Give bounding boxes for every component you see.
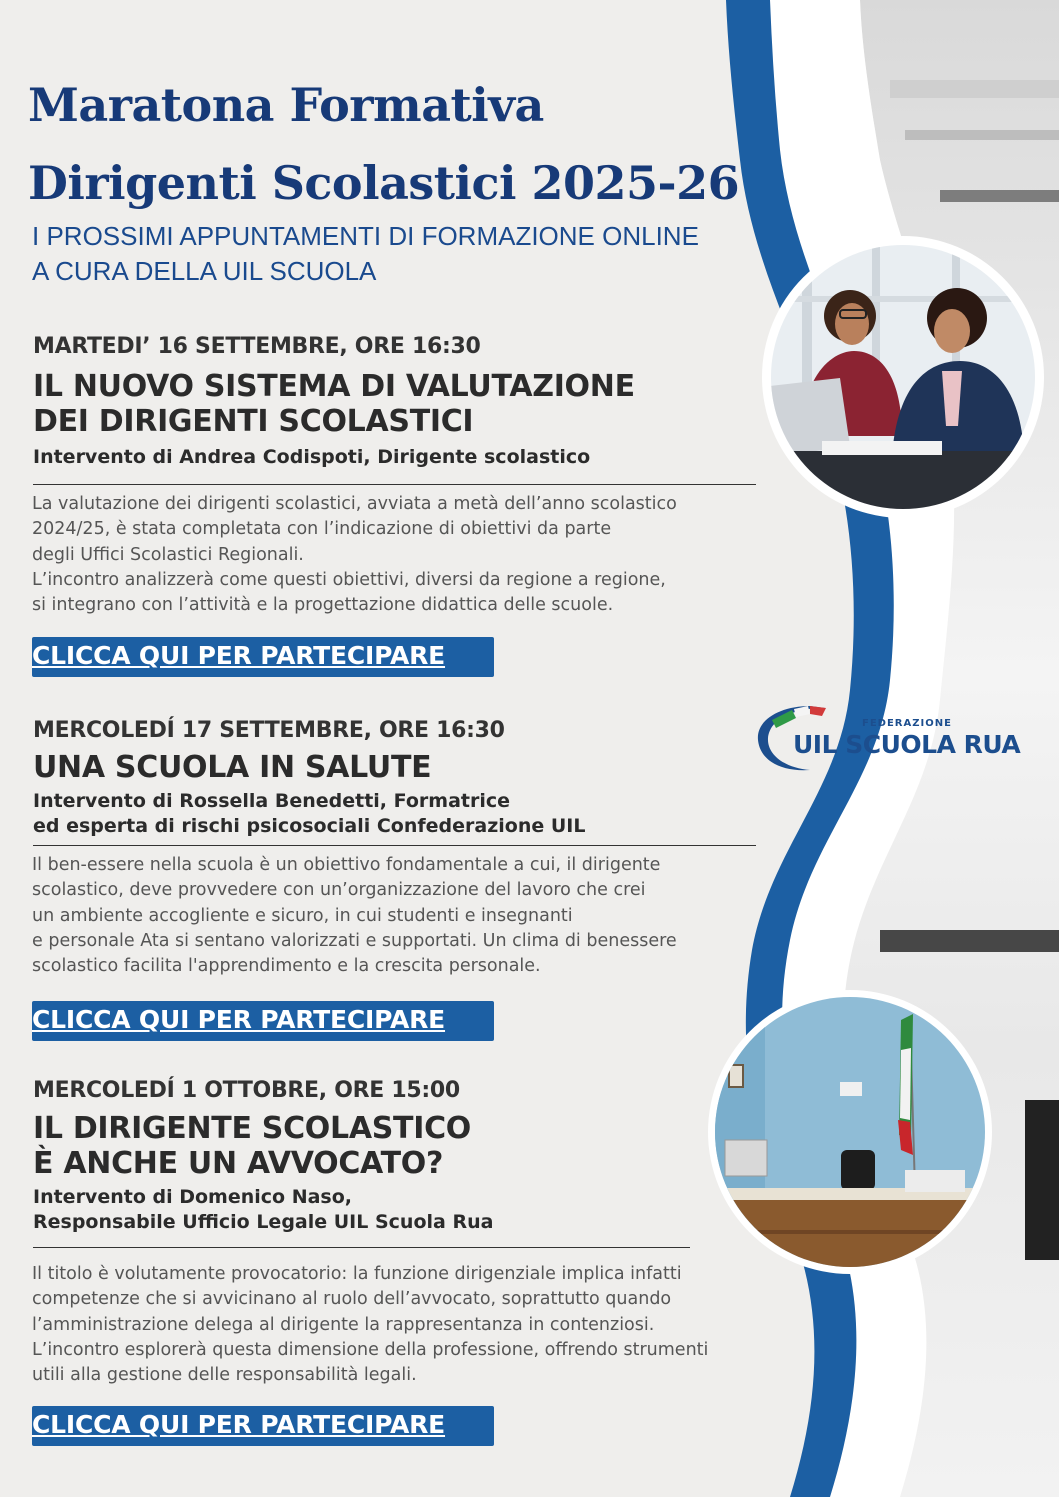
event-1-title — [33, 369, 635, 439]
event-3-join-button[interactable] — [32, 1406, 494, 1446]
event-3-desc-line: utili alla gestione delle responsabilità legali. — [32, 1365, 417, 1386]
event-2-desc-line: un ambiente accogliente e sicuro, in cui studenti e insegnanti — [32, 905, 573, 926]
event-2-join-label: CLICCA QUI PER PARTECIPARE — [32, 1005, 446, 1034]
event-3-date: MERCOLEDÍ 1 OTTOBRE, ORE 15:00 — [33, 1078, 460, 1103]
event-3-title-line-1: IL DIRIGENTE SCOLASTICO — [33, 1111, 471, 1146]
event-3-desc-line: L’incontro esplorerà questa dimensione della professione, offrendo strumenti — [32, 1339, 709, 1360]
event-2-desc-line: Il ben-essere nella scuola è un obiettivo fondamentale a cui, il dirigente — [32, 855, 661, 875]
event-1-title-line-2: DEI DIRIGENTI SCOLASTICI — [33, 404, 474, 439]
subtitle-line-1: I PROSSIMI APPUNTAMENTI DI FORMAZIONE ONLINE — [32, 221, 699, 251]
event-1-divider — [33, 484, 756, 485]
logo-name-text: UIL SCUOLA RUA — [793, 730, 1021, 759]
page-subtitle — [32, 219, 699, 289]
event-3-speaker — [33, 1185, 493, 1235]
event-3-divider — [33, 1247, 690, 1248]
event-1-join-button[interactable] — [32, 637, 494, 677]
photo-principal-office — [705, 990, 995, 1275]
event-2-speaker-line-1: Intervento di Rossella Benedetti, Formatrice — [33, 790, 511, 812]
event-1-desc-line: L’incontro analizzerà come questi obiettivi, diversi da regione a regione, — [32, 569, 666, 590]
event-1-description — [32, 492, 677, 618]
event-2-speaker-line-2: ed esperta di rischi psicosociali Confederazione UIL — [33, 815, 586, 837]
event-2-desc-line: scolastico facilita l'apprendimento e la crescita personale. — [32, 956, 541, 977]
title-line-2: Dirigenti Scolastici 2025-26 — [28, 156, 740, 210]
event-3-desc-line: competenze che si avvicinano al ruolo dell’avvocato, soprattutto quando — [32, 1289, 672, 1310]
event-2-title — [33, 750, 431, 785]
event-1-speaker: Intervento di Andrea Codispoti, Dirigente scolastico — [33, 446, 591, 468]
event-2-speaker — [33, 789, 585, 839]
event-1-desc-line: si integrano con l’attività e la progettazione didattica delle scuole. — [32, 595, 614, 616]
page-title — [28, 66, 739, 222]
event-2-title-line-1: UNA SCUOLA IN SALUTE — [33, 750, 432, 785]
title-line-1: Maratona Formativa — [28, 78, 544, 132]
event-3-desc-line: l’amministrazione delega al dirigente la rappresentanza in contenziosi. — [32, 1314, 655, 1335]
event-1-title-line-1: IL NUOVO SISTEMA DI VALUTAZIONE — [33, 369, 635, 404]
event-1-date: MARTEDI’ 16 SETTEMBRE, ORE 16:30 — [33, 334, 481, 359]
event-2-desc-line: e personale Ata si sentano valorizzati e supportati. Un clima di benessere — [32, 930, 677, 951]
event-3-title-line-2: È ANCHE UN AVVOCATO? — [33, 1146, 444, 1181]
event-1-desc-line: La valutazione dei dirigenti scolastici, avviata a metà dell’anno scolastico — [32, 494, 677, 514]
event-3-title — [33, 1111, 471, 1181]
logo-federazione-text: FEDERAZIONE — [862, 718, 952, 729]
event-2-desc-line: scolastico, deve provvedere con un’organizzazione del lavoro che crei — [32, 880, 646, 901]
event-1-join-label: CLICCA QUI PER PARTECIPARE — [32, 641, 446, 670]
photo-women-laptop — [762, 236, 1044, 518]
event-3-desc-line: Il titolo è volutamente provocatorio: la funzione dirigenziale implica infatti — [32, 1264, 682, 1284]
event-2-date: MERCOLEDÍ 17 SETTEMBRE, ORE 16:30 — [33, 718, 505, 743]
event-2-description — [32, 853, 677, 979]
event-3-join-label: CLICCA QUI PER PARTECIPARE — [32, 1410, 446, 1439]
event-1-desc-line: 2024/25, è stata completata con l’indicazione di obiettivi da parte — [32, 519, 612, 540]
subtitle-line-2: A CURA DELLA UIL SCUOLA — [32, 256, 377, 286]
event-2-join-button[interactable] — [32, 1001, 494, 1041]
event-2-divider — [33, 845, 756, 846]
event-3-speaker-line-1: Intervento di Domenico Naso, — [33, 1186, 352, 1208]
uil-scuola-rua-logo — [750, 700, 1021, 776]
event-3-speaker-line-2: Responsabile Ufficio Legale UIL Scuola Rua — [33, 1211, 494, 1233]
event-1-desc-line: degli Uffici Scolastici Regionali. — [32, 544, 304, 565]
event-3-description — [32, 1262, 708, 1388]
